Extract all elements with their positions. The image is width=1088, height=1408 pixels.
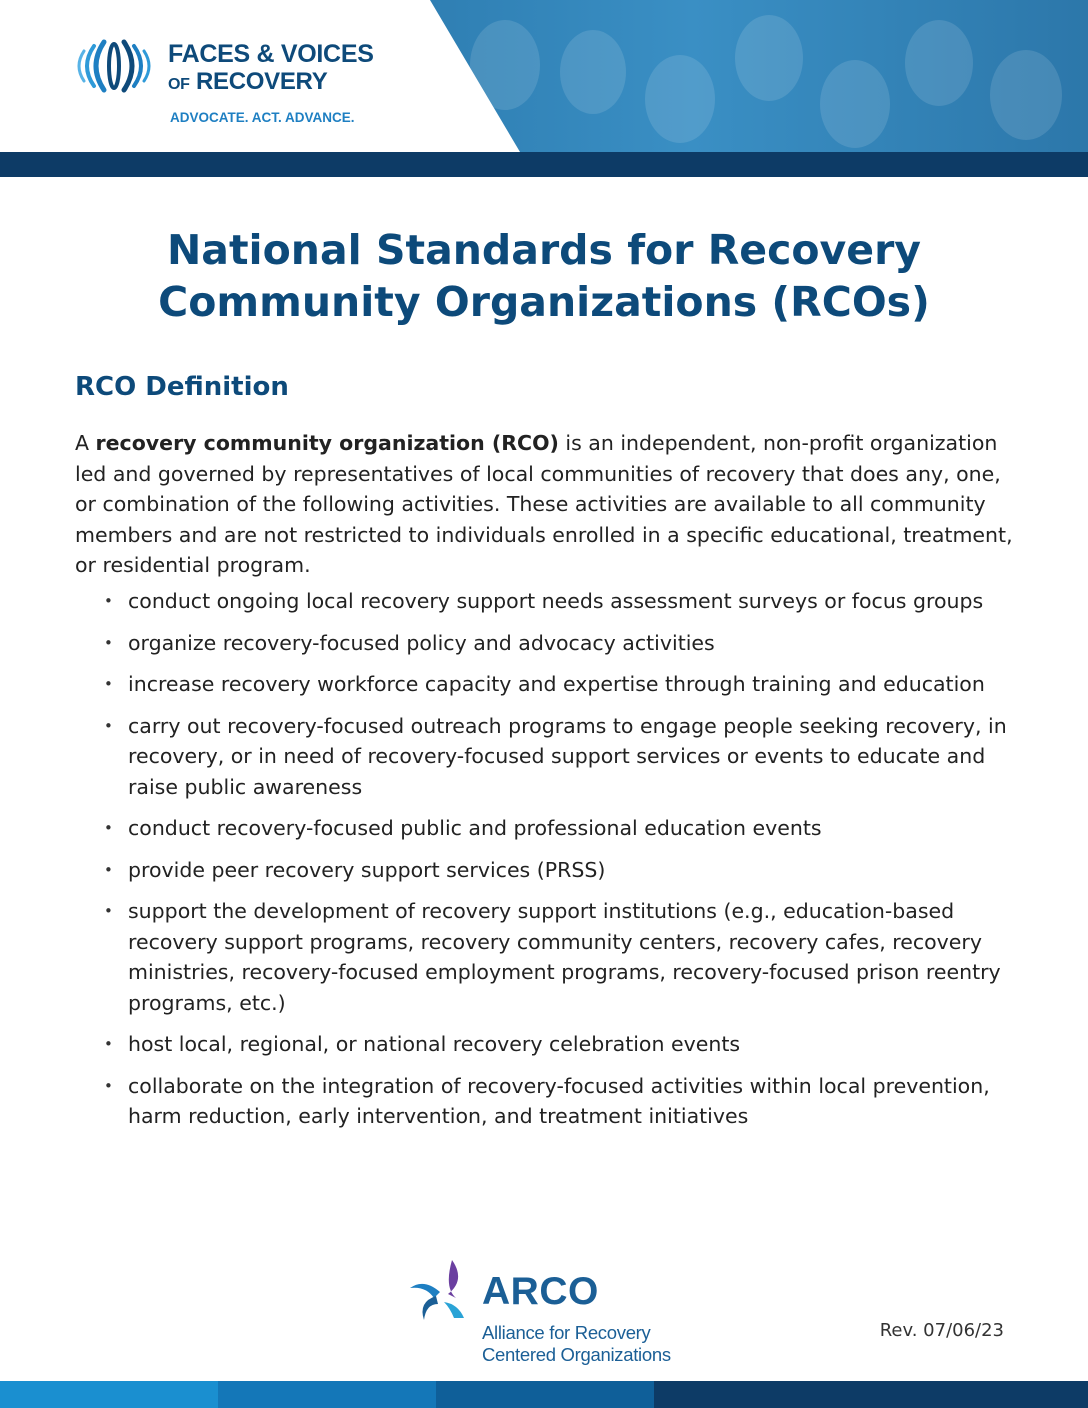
header-rule [0,152,1088,177]
logo-text-line1: FACES & VOICES [168,40,374,68]
list-item: • conduct recovery-focused public and professional education events [104,813,1024,844]
list-item: • collaborate on the integration of recovery-focused activities within local prevention, harm reduction, early intervention, and treatment initiatives [104,1071,1024,1132]
list-item: • support the development of recovery support institutions (e.g., education-based recovery support programs, recovery community centers, recovery cafes, recovery ministries, recovery-focused employment programs, recovery-focused prison reentry programs, etc.) [104,896,1024,1018]
arco-name: ARCO [482,1270,599,1313]
logo-tagline: ADVOCATE. ACT. ADVANCE. [170,110,355,125]
page-header [0,0,1088,152]
activities-list [104,586,1024,1143]
faces-voices-logo [74,38,454,128]
arco-subtitle-line1: Alliance for Recovery [482,1322,651,1343]
header-photo-collage [430,0,1088,152]
arco-swirl-icon [404,1258,472,1324]
section-heading: RCO Definition [75,372,289,402]
list-item: • provide peer recovery support services (PRSS) [104,855,1024,886]
list-item: • organize recovery-focused policy and advocacy activities [104,628,1024,659]
footer-segment [654,1381,1088,1408]
definition-paragraph: A recovery community organization (RCO) is an independent, non-profit organization led and governed by representatives of local communities of recovery that does any, one, or combination of the following activities. These activities are available to all community members and are not restricted to individuals enrolled in a specific educational, treatment, or residential program. [75,431,1013,577]
list-item: • carry out recovery-focused outreach programs to engage people seeking recovery, in recovery, or in need of recovery-focused support services or events to educate and raise public awareness [104,711,1024,803]
footer-segment [436,1381,654,1408]
footer-color-bar [0,1381,1088,1408]
page-title: National Standards for Recovery Community Organizations (RCOs) [158,226,930,326]
list-item: • conduct ongoing local recovery support needs assessment surveys or focus groups [104,586,1024,617]
list-item: • increase recovery workforce capacity and expertise through training and education [104,669,1024,700]
arco-subtitle-line2: Centered Organizations [482,1344,671,1365]
footer-segment [0,1381,218,1408]
list-item: • host local, regional, or national recovery celebration events [104,1029,1024,1060]
logo-text-line2: OF RECOVERY [168,68,328,95]
arco-logo [404,1258,704,1370]
revision-date: Rev. 07/06/23 [879,1320,1004,1341]
sound-waves-icon [74,38,158,94]
footer-segment [218,1381,436,1408]
